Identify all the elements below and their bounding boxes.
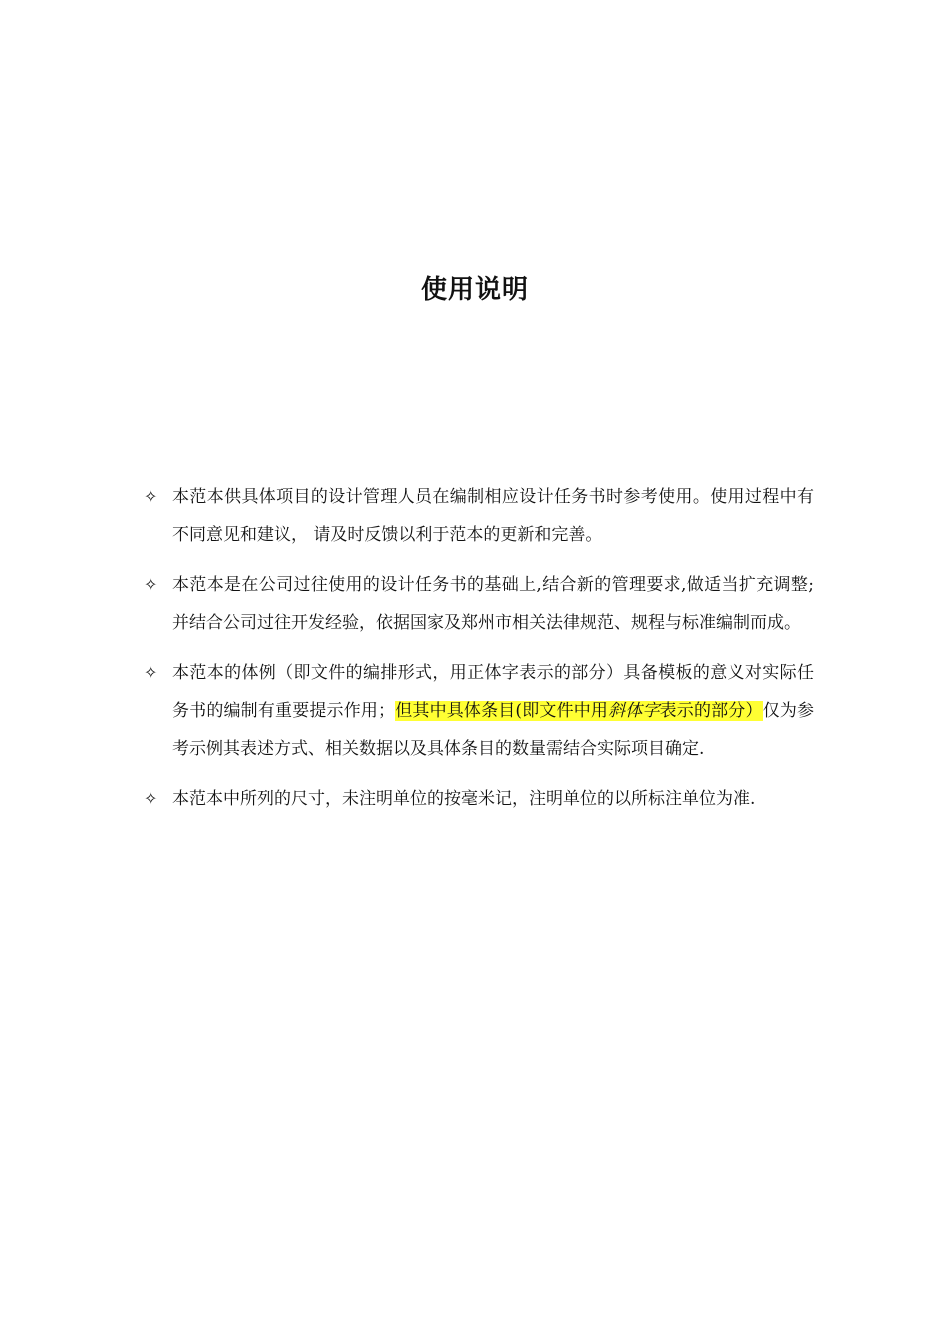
note-text: 本范本供具体项目的设计管理人员在编制相应设计任务书时参考使用。使用过程中有不同意见和建议， 请及时反馈以利于范本的更新和完善。 [172, 487, 814, 545]
italic-text: 斜体字 [608, 701, 660, 721]
star-bullet-icon: ✧ [144, 663, 158, 682]
highlighted-text-part: 表示的部分） [659, 701, 763, 721]
list-item [144, 654, 814, 768]
instruction-list [144, 478, 814, 830]
star-bullet-icon: ✧ [144, 575, 158, 594]
note-text: 本范本中所列的尺寸，未注明单位的按毫米记，注明单位的以所标注单位为准. [172, 789, 756, 809]
note-text: 本范本的体例（即文件的编排形式，用正体字表示的部分）具备模板的意义对实际任务书的编制有重要提示作用； [172, 663, 814, 721]
star-bullet-icon: ✧ [144, 487, 158, 506]
note-text: 本范本是在公司过往使用的设计任务书的基础上,结合新的管理要求,做适当扩充调整;并结合公司过往开发经验，依据国家及郑州市相关法律规范、规程与标准编制而成。 [172, 575, 814, 633]
highlighted-text-part: 但其中具体条目(即文件中用 [395, 701, 609, 721]
list-item [144, 566, 814, 642]
page-title: 使用说明 [420, 275, 529, 305]
list-item [144, 780, 814, 818]
note-text: 仅为参考示例其表述方式、相关数据以及具体条目的数量需结合实际项目确定. [172, 701, 814, 759]
star-bullet-icon: ✧ [144, 789, 158, 808]
list-item [144, 478, 814, 554]
highlighted-text [395, 701, 763, 721]
